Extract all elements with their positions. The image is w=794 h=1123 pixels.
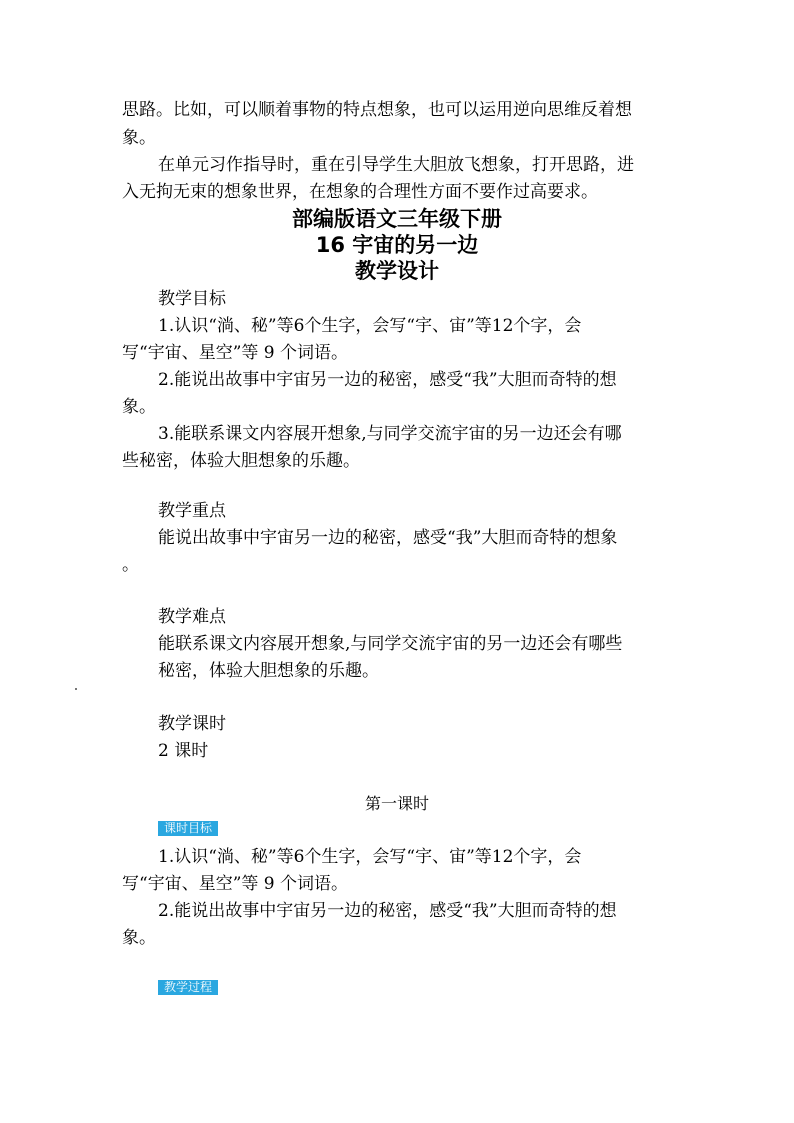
objective-2-line-1: 2.能说出故事中宇宙另一边的秘密，感受“我”大胆而奇特的想 (158, 370, 617, 390)
difficulties-line-2: 秘密，体验大胆想象的乐趣。 (158, 661, 379, 681)
stray-mark (75, 688, 77, 690)
objective-3-line-2: 些秘密，体验大胆想象的乐趣。 (122, 451, 360, 471)
lesson-title: 16 宇宙的另一边 (315, 233, 479, 257)
process-badge: 教学过程 (158, 980, 218, 995)
objectives-label: 教学目标 (158, 289, 226, 309)
objective-1-line-1: 1.认识“淌、秘”等6个生字，会写“宇、宙”等12个字，会 (158, 316, 582, 336)
goals-badge: 课时目标 (158, 821, 218, 836)
intro-line-1: 思路。比如，可以顺着事物的特点想象，也可以运用逆向思维反着想 (122, 100, 632, 120)
key-points-label: 教学重点 (158, 501, 226, 521)
difficulties-label: 教学难点 (158, 607, 226, 627)
objective-2-line-2: 象。 (122, 397, 156, 417)
goal-2-line-1: 2.能说出故事中宇宙另一边的秘密，感受“我”大胆而奇特的想 (158, 901, 617, 921)
document-title: 部编版语文三年级下册 (292, 207, 502, 231)
intro-line-3: 在单元习作指导时，重在引导学生大胆放飞想象，打开思路，进 (158, 155, 634, 175)
lesson-1-heading: 第一课时 (364, 794, 429, 813)
goal-1-line-2: 写“宇宙、星空”等 9 个词语。 (122, 874, 349, 894)
goal-2-line-2: 象。 (122, 928, 156, 948)
intro-line-2: 象。 (122, 128, 156, 148)
hours-label: 教学课时 (158, 714, 226, 734)
intro-line-4: 入无拘无束的想象世界，在想象的合理性方面不要作过高要求。 (122, 182, 598, 202)
design-title: 教学设计 (355, 259, 439, 283)
key-points-line-2: 。 (122, 555, 139, 575)
objective-3-line-1: 3.能联系课文内容展开想象,与同学交流宇宙的另一边还会有哪 (158, 424, 622, 444)
key-points-line-1: 能说出故事中宇宙另一边的秘密，感受“我”大胆而奇特的想象 (158, 528, 618, 548)
goal-1-line-1: 1.认识“淌、秘”等6个生字，会写“宇、宙”等12个字，会 (158, 847, 582, 867)
difficulties-line-1: 能联系课文内容展开想象,与同学交流宇宙的另一边还会有哪些 (158, 634, 623, 654)
objective-1-line-2: 写“宇宙、星空”等 9 个词语。 (122, 343, 349, 363)
hours-value: 2 课时 (158, 741, 209, 761)
